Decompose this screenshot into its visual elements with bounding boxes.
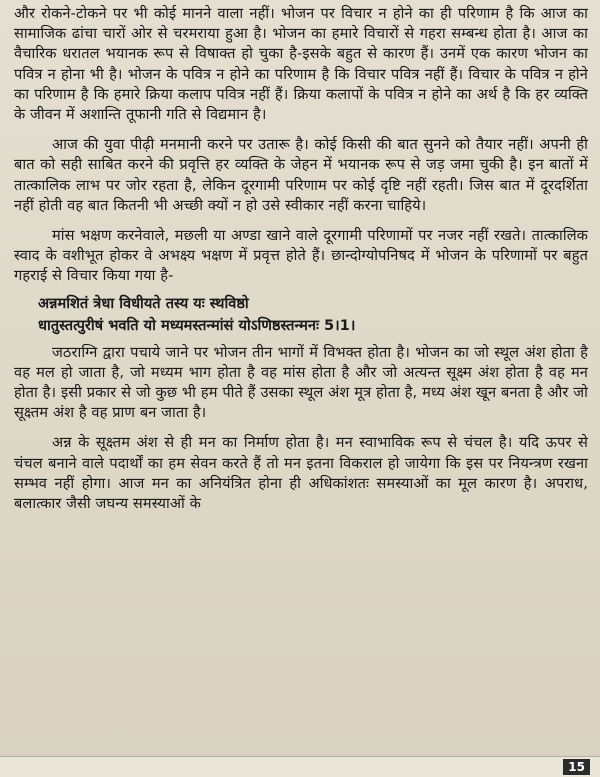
page-footer <box>0 756 600 777</box>
page-number: 15 <box>563 759 590 775</box>
sanskrit-verse-line-2: धातुस्तत्पुरीषं भवति यो मध्यमस्तन्मांसं योऽणिष्ठस्तन्मनः 5।1। <box>38 316 356 334</box>
paragraph-2: आज की युवा पीढ़ी मनमानी करने पर उतारू है। कोई किसी की बात सुनने को तैयार नहीं। अपनी ही बात को सही साबित करने की प्रवृत्ति हर व्यक्ति के जेहन में भयानक रूप से जड़ जमा चुकी है। इन बातों में तात्कालिक लाभ पर जोर रहता है, लेकिन दूरगामी परिणाम पर कोई दृष्टि नहीं रहती। जिस बात में दूरदर्शिता नहीं होती वह बात कितनी भी अच्छी क्यों न हो उसे स्वीकार नहीं करना चाहिये। <box>14 136 588 214</box>
paragraph-3: मांस भक्षण करनेवाले, मछली या अण्डा खाने वाले दूरगामी परिणामों पर नजर नहीं रखते। तात्कालिक स्वाद के वशीभूत होकर वे अभक्ष्य भक्षण में प्रवृत्त होते हैं। छान्दोग्योपनिषद में भोजन के परिणामों पर बहुत गहराई से विचार किया गया है- <box>14 227 588 285</box>
paragraph-5: अन्न के सूक्ष्तम अंश से ही मन का निर्माण होता है। मन स्वाभाविक रूप से चंचल है। यदि ऊपर से चंचल बनाने वाले पदार्थों का हम सेवन करते हैं तो मन इतना विकराल हो जायेगा कि इस पर नियन्त्रण रखना सम्भव नहीं होगा। आज मन का अनियंत्रित होना ही अधिकांशतः समस्याओं का मूल कारण है। अपराध, बलात्कार जैसी जघन्य समस्याओं के <box>14 434 588 513</box>
paragraph-1: और रोकने-टोकने पर भी कोई मानने वाला नहीं। भोजन पर विचार न होने का ही परिणाम है कि आज का सामाजिक ढांचा चारों ओर से चरमराया हुआ है। भोजन का हमारे विचारों से गहरा सम्बन्ध होता है। आज का वैचारिक धरातल भयानक रूप से विषाक्त हो चुका है-इसके बहुत से कारण हैं। उनमें एक कारण भोजन का पवित्र न होना भी है। भोजन के पवित्र न होने का परिणाम है कि विचार पवित्र नहीं हैं। विचार के पवित्र न होने का परिणाम है कि हमारे क्रिया कलाप पवित्र नहीं हैं। क्रिया कलापों के पवित्र न होने का अर्थ है कि हर व्यक्ति के जीवन में अशान्ति तूफानी गति से विद्यमान है। <box>14 5 588 124</box>
sanskrit-verse-line-1: अन्नमशितं त्रेधा विधीयते तस्य यः स्थविष्ठो <box>38 294 249 312</box>
paragraph-4: जठराग्नि द्वारा पचाये जाने पर भोजन तीन भागों में विभक्त होता है। भोजन का जो स्थूल अंश होता है वह मल हो जाता है, जो मध्यम भाग होता है वह मांस होता है और जो अत्यन्त सूक्ष्म अंश होता है वह मन होता है। इसी प्रकार से जो कुछ भी हम पीते हैं उसका स्थूल अंश मूत्र होता है, मध्य अंश खून बनता है और जो सूक्ष्तम अंश है वह प्राण बन जाता है। <box>14 343 588 422</box>
